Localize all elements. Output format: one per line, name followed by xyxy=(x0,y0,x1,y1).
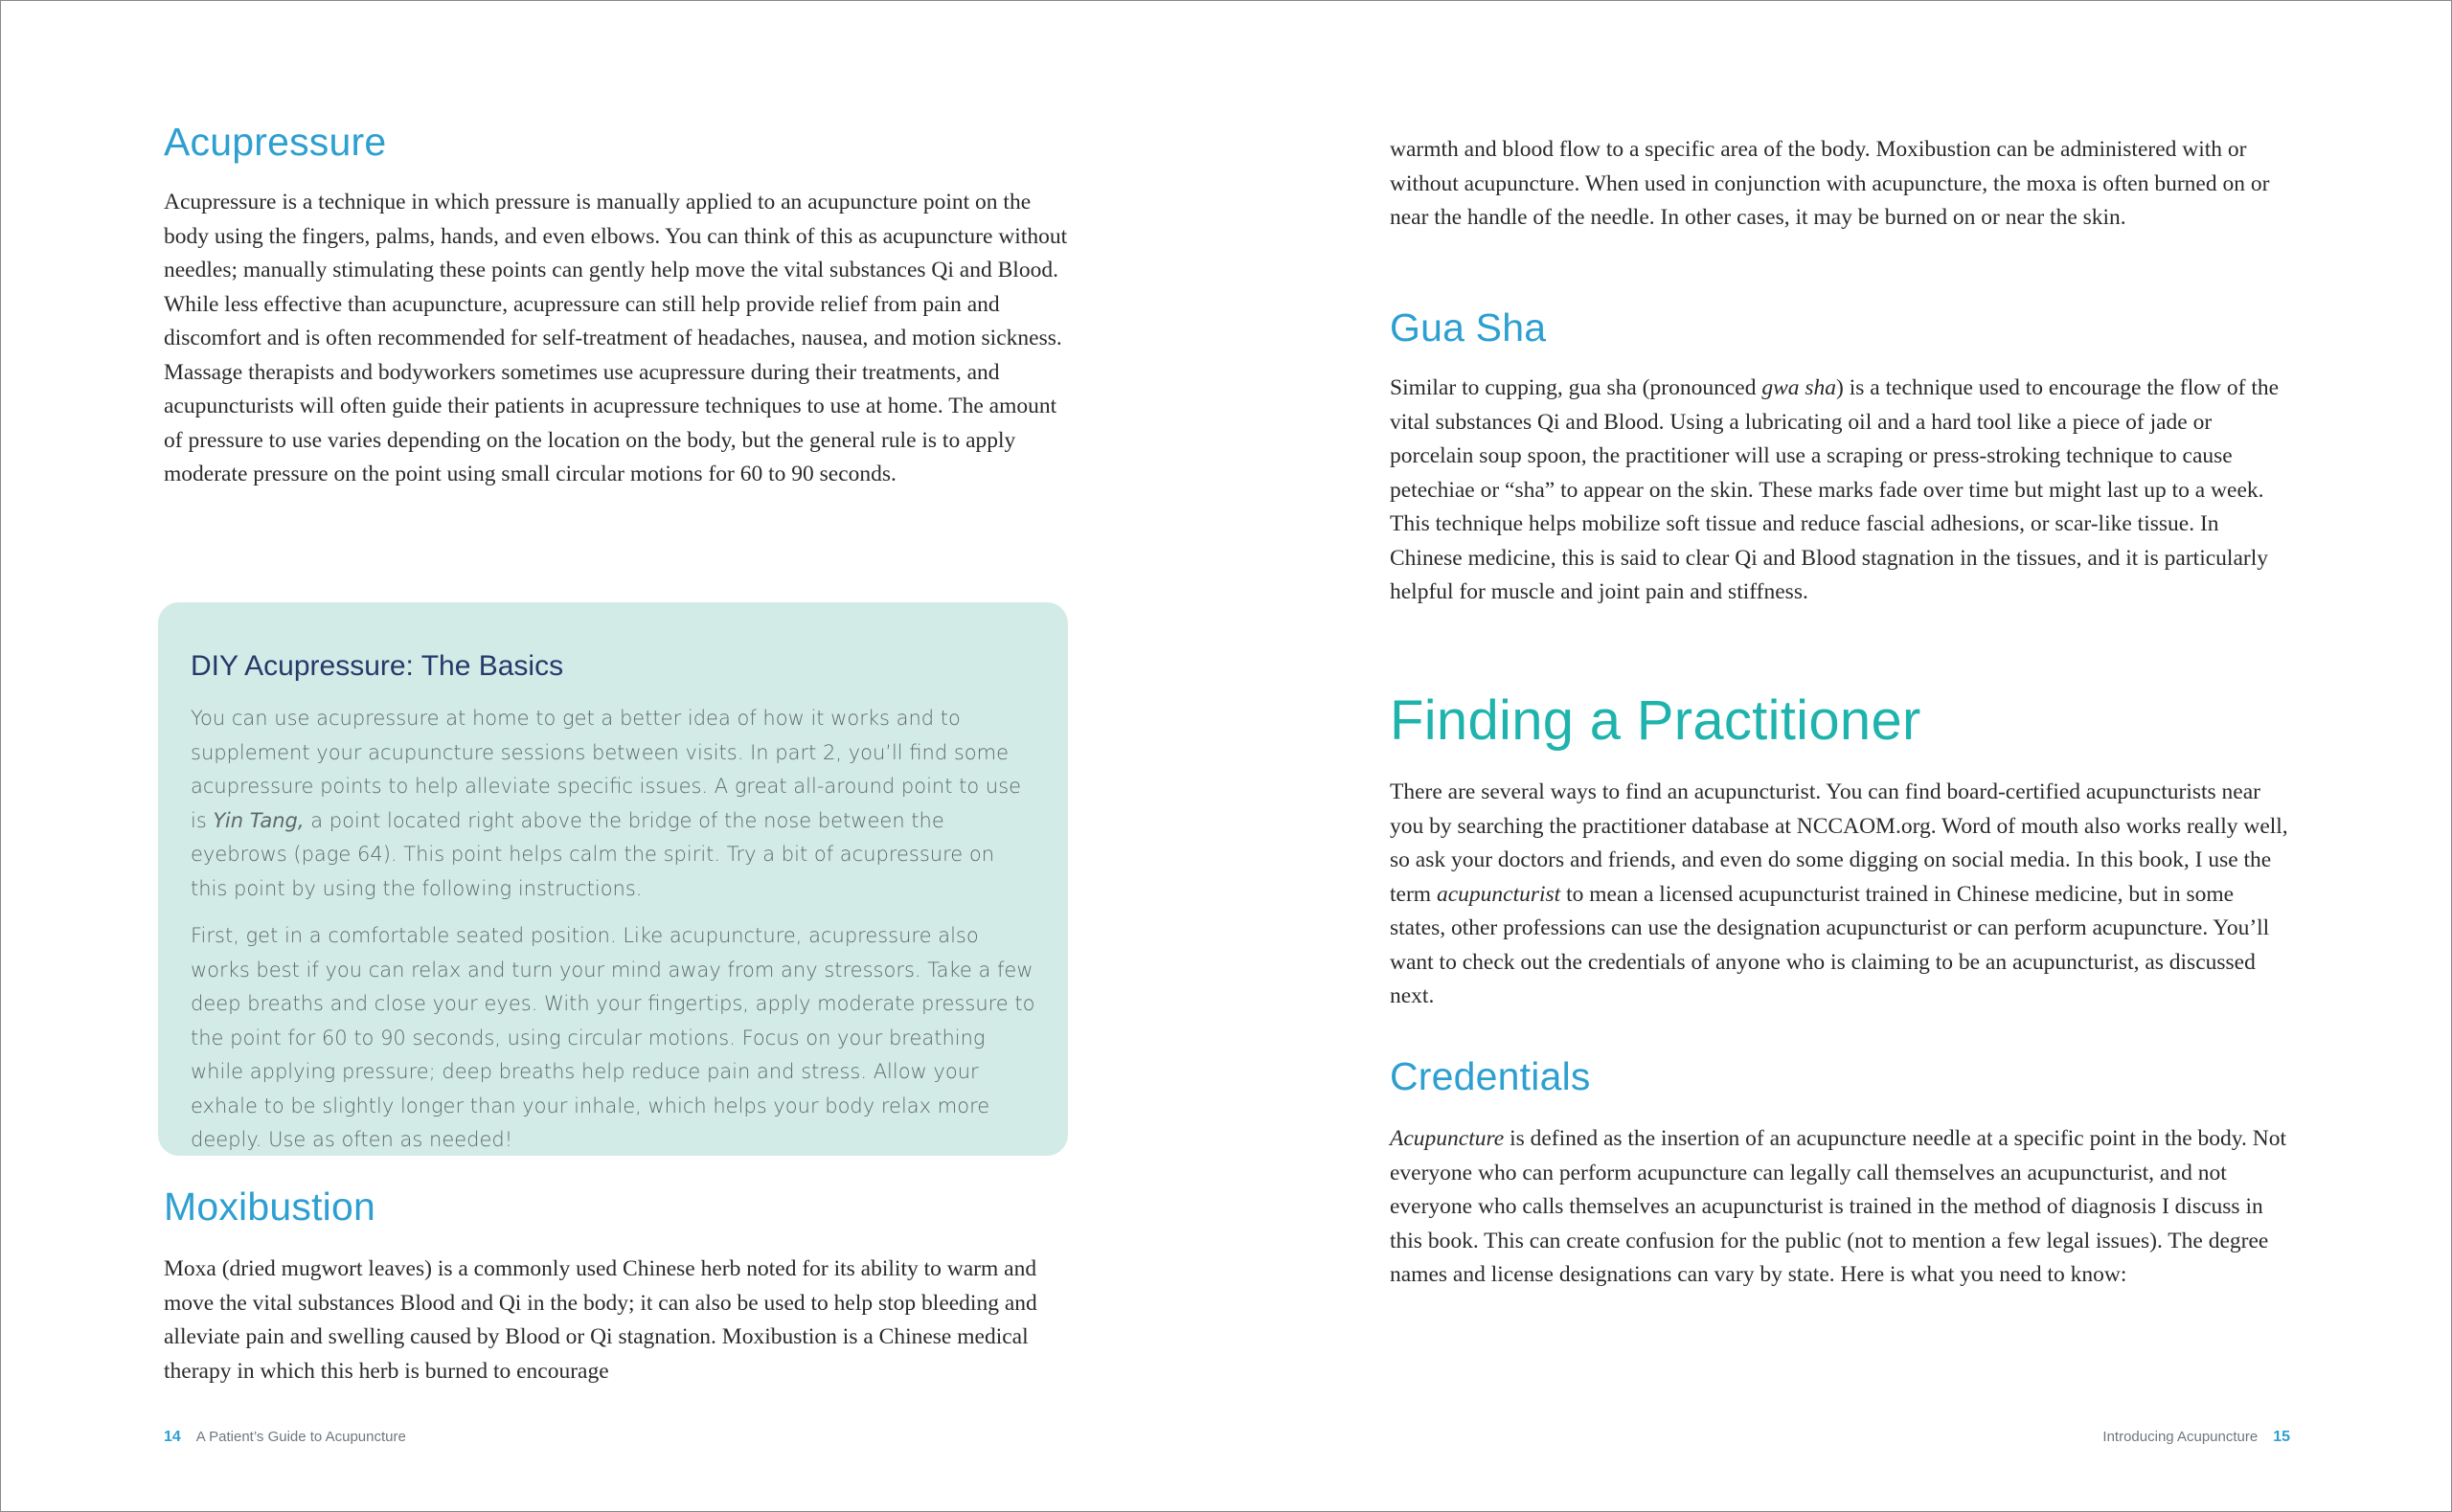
gua-sha-text-a: Similar to cupping, gua sha (pronounced xyxy=(1390,375,1762,400)
left-running-title: A Patient’s Guide to Acupuncture xyxy=(195,1429,406,1445)
right-footer xyxy=(2102,1429,2290,1446)
finding-practitioner-body xyxy=(1390,776,2290,1014)
gua-sha-section xyxy=(1390,305,2290,610)
credentials-section xyxy=(1390,1054,2290,1293)
left-page-number: 14 xyxy=(164,1429,181,1445)
moxibustion-section xyxy=(164,1185,1074,1388)
right-page xyxy=(1390,1,2290,1511)
sidebar-p1-italic: Yin Tang, xyxy=(213,808,305,832)
acupressure-heading: Acupressure xyxy=(164,120,387,164)
gua-sha-italic: gwa sha xyxy=(1761,375,1837,400)
sidebar-paragraph-2: First, get in a comfortable seated position. Like acupuncture, acupressure also works best if you can relax and turn your mind away from any stressors. Take a few deep breaths and close your eyes. With your fingertips, apply moderate pressure to the point for 60 to 90 seconds, using circular motions. Focus on your breathing while applying pressure; deep breaths help reduce pain and stress. Allow your exhale to be slightly longer than your inhale, which helps your body relax more deeply. Use as often as needed! xyxy=(191,924,1035,1151)
gua-sha-body xyxy=(1390,372,2290,610)
finding-text-a: There are several ways to find an acupuncturist. You can find board-certified acupuncturists near you by searching the practitioner database at NCCAOM.org. Word of mouth also works really well, so ask your doctors and friends, and even do some digging on social media. In this book, I use the term xyxy=(1390,779,2288,907)
acupressure-section xyxy=(164,120,1074,492)
finding-text-b: to mean a licensed acupuncturist trained in Chinese medicine, but in some states, other professions can use the designation acupuncturist or can perform acupuncture. You’ll want to check out the credentials of anyone who is claiming to be an acupuncturist, as discussed next. xyxy=(1390,881,2270,1008)
credentials-italic: Acupuncture xyxy=(1390,1126,1505,1151)
gua-sha-text-b: ) is a technique used to encourage the flow of the vital substances Qi and Blood. Using a lubricating oil and a hard tool like a piece of jade or porcelain soup spoon, the practitioner will use a scraping or press-stroking technique to cause petechiae or “sha” to appear on the skin. These marks fade over time but might last up to a week. This technique helps mobilize soft tissue and reduce fascial adhesions, or scar-like tissue. In Chinese medicine, this is said to clear Qi and Blood stagnation in the tissues, and it is particularly helpful for muscle and joint pain and stiffness. xyxy=(1390,375,2280,604)
sidebar-p1-text-b: a point located right above the bridge of the nose between the eyebrows (page 64). This point helps calm the spirit. Try a bit of acupressure on this point by using the following instructions. xyxy=(191,808,995,900)
gua-sha-heading: Gua Sha xyxy=(1390,305,1547,350)
finding-practitioner-heading: Finding a Practitioner xyxy=(1390,689,1921,752)
credentials-body xyxy=(1390,1122,2290,1293)
credentials-text: is defined as the insertion of an acupuncture needle at a specific point in the body. Not everyone who can perform acupuncture can legally call themselves an acupuncturist, and not everyone who calls themselves an acupuncturist is trained in the method of diagnosis I discuss in this book. This can create confusion for the public (not to mention a few legal issues). The degree names and license designations can vary by state. Here is what you need to know: xyxy=(1390,1126,2287,1287)
acupressure-body: Acupressure is a technique in which pressure is manually applied to an acupuncture point on the body using the fingers, palms, hands, and even elbows. You can think of this as acupuncture without needles; manually stimulating these points can gently help move the vital substances Qi and Blood. While less effective than acupuncture, acupressure can still help provide relief from pain and discomfort and is often recommended for self-treatment of headaches, nausea, and motion sickness. Massage therapists and bodyworkers sometimes use acupressure during their treatments, and acupuncturists will often guide their patients in acupressure techniques to use at home. The amount of pressure to use varies depending on the location on the body, but the general rule is to apply moderate pressure on the point using small circular motions for 60 to 90 seconds. xyxy=(164,190,1068,486)
moxibustion-heading: Moxibustion xyxy=(164,1185,375,1229)
right-running-title: Introducing Acupuncture xyxy=(2102,1429,2259,1445)
moxibustion-continued xyxy=(1390,133,2290,236)
sidebar-paragraph-1 xyxy=(191,702,1035,906)
left-footer xyxy=(164,1429,406,1446)
moxibustion-continued-body: warmth and blood flow to a specific area of the body. Moxibustion can be administered with or without acupuncture. When used in conjunction with acupuncture, the moxa is often burned on or near the handle of the needle. In other cases, it may be burned on or near the skin. xyxy=(1390,137,2270,230)
left-page xyxy=(164,1,1074,1511)
right-page-number: 15 xyxy=(2273,1429,2290,1445)
sidebar-p1-text-a: You can use acupressure at home to get a better idea of how it works and to supplement your acupuncture sessions between visits. In part 2, you’ll find some acupressure points to help alleviate specific issues. A great all-around point to use is xyxy=(191,707,1022,832)
moxibustion-body: Moxa (dried mugwort leaves) is a commonly used Chinese herb noted for its ability to warm and move the vital substances Blood and Qi in the body; it can also be used to help stop bleeding and alleviate pain and swelling caused by Blood or Qi stagnation. Moxibustion is a Chinese medical therapy in which this herb is burned to encourage xyxy=(164,1256,1037,1384)
sidebar-heading: DIY Acupressure: The Basics xyxy=(191,650,564,682)
credentials-heading: Credentials xyxy=(1390,1054,1591,1098)
finding-practitioner-section xyxy=(1390,688,2290,1014)
diy-acupressure-sidebar xyxy=(158,602,1068,1156)
finding-italic: acupuncturist xyxy=(1436,881,1561,907)
